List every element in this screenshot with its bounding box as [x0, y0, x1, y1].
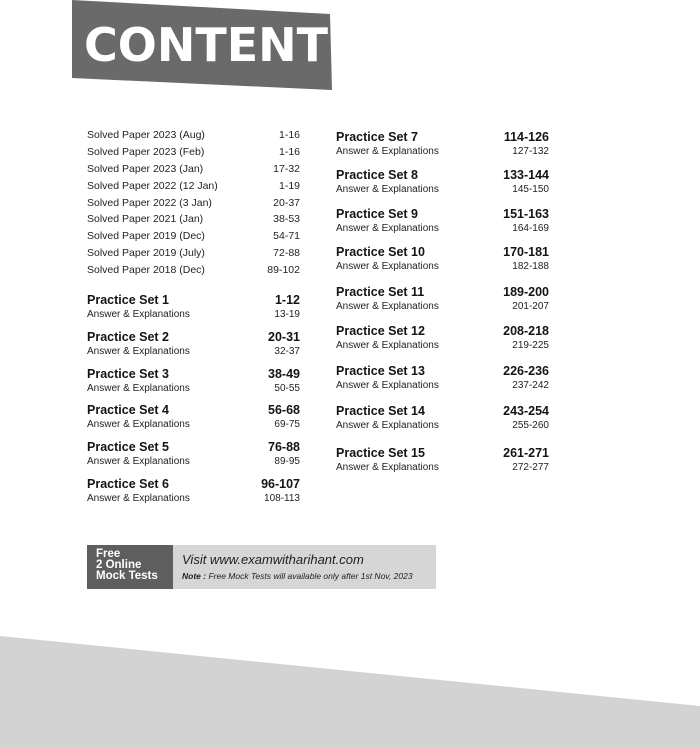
- paper-pages: 54-71: [273, 230, 300, 243]
- set-name: Practice Set 11: [336, 285, 425, 299]
- list-item: [87, 245, 300, 262]
- answers-label: Answer & Explanations: [87, 456, 190, 467]
- answers-label: Answer & Explanations: [336, 301, 439, 312]
- answers-label: Answer & Explanations: [87, 419, 190, 430]
- paper-name: Solved Paper 2019 (July): [87, 247, 205, 260]
- note-label: Note :: [182, 571, 207, 581]
- paper-pages: 1-16: [278, 129, 300, 141]
- answers-pages: 89-95: [274, 456, 300, 467]
- note-text: Free Mock Tests will available only after 1st Nov, 2023: [206, 571, 413, 581]
- practice-set-entry: [336, 404, 549, 433]
- paper-name: Solved Paper 2022 (12 Jan): [87, 179, 218, 192]
- mock-test-box: [87, 545, 436, 589]
- set-name: Practice Set 5: [87, 440, 169, 454]
- answers-pages: 201-207: [512, 301, 549, 312]
- list-item: [87, 178, 300, 195]
- set-name: Practice Set 7: [336, 130, 418, 144]
- set-pages: 1-12: [274, 293, 300, 307]
- page-title: CONTENTS: [84, 18, 362, 72]
- set-name: Practice Set 9: [336, 207, 418, 221]
- answers-label: Answer & Explanations: [87, 346, 190, 357]
- mock-test-tag: [87, 545, 173, 589]
- practice-set-entry: [87, 477, 300, 506]
- answers-pages: 255-260: [512, 420, 549, 431]
- answers-label: Answer & Explanations: [87, 493, 190, 504]
- answers-pages: 145-150: [512, 184, 549, 195]
- list-item: [87, 144, 300, 161]
- set-name: Practice Set 3: [87, 367, 169, 381]
- mock-tag-line: Mock Tests: [96, 570, 158, 582]
- answers-label: Answer & Explanations: [336, 184, 439, 195]
- set-pages: 76-88: [268, 440, 300, 454]
- paper-name: Solved Paper 2023 (Feb): [87, 145, 205, 158]
- answers-label: Answer & Explanations: [336, 462, 439, 473]
- set-name: Practice Set 4: [87, 403, 169, 417]
- list-item: [87, 161, 300, 178]
- paper-name: Solved Paper 2022 (3 Jan): [87, 196, 212, 209]
- answers-pages: 108-113: [264, 493, 300, 504]
- list-item: [87, 262, 300, 279]
- set-name: Practice Set 13: [336, 364, 425, 378]
- answers-label: Answer & Explanations: [336, 380, 439, 391]
- set-pages: 56-68: [268, 403, 300, 417]
- answers-pages: 50-55: [274, 383, 300, 394]
- paper-pages: 38-53: [273, 213, 300, 226]
- answers-pages: 237-242: [512, 380, 549, 391]
- set-pages: 261-271: [503, 446, 549, 460]
- set-pages: 96-107: [261, 477, 300, 491]
- answers-label: Answer & Explanations: [87, 309, 190, 320]
- practice-set-entry: [336, 324, 549, 353]
- set-name: Practice Set 12: [336, 324, 425, 338]
- answers-pages: 69-75: [274, 419, 300, 430]
- mock-tag-line: Free: [96, 548, 121, 560]
- practice-set-entry: [336, 207, 549, 236]
- set-pages: 114-126: [503, 130, 549, 144]
- set-pages: 38-49: [268, 367, 300, 381]
- practice-set-entry: [336, 168, 549, 197]
- mock-tag-line: 2 Online: [96, 559, 142, 571]
- website-link[interactable]: Visit www.examwitharihant.com: [182, 552, 364, 567]
- practice-set-entry: [87, 367, 300, 396]
- paper-pages: 17-32: [273, 162, 300, 175]
- set-name: Practice Set 2: [87, 330, 169, 344]
- paper-pages: 1-19: [278, 179, 300, 192]
- set-name: Practice Set 1: [87, 293, 169, 307]
- practice-set-entry: [336, 245, 549, 274]
- paper-pages: 1-16: [278, 145, 300, 158]
- set-name: Practice Set 8: [336, 168, 418, 182]
- set-pages: 151-163: [503, 207, 549, 221]
- set-pages: 226-236: [503, 364, 549, 378]
- paper-name: Solved Paper 2023 (Aug): [87, 129, 205, 141]
- list-item: [87, 228, 300, 245]
- answers-label: Answer & Explanations: [336, 146, 439, 157]
- practice-set-entry: [87, 440, 300, 469]
- paper-name: Solved Paper 2021 (Jan): [87, 213, 204, 226]
- paper-name: Solved Paper 2019 (Dec): [87, 230, 205, 243]
- set-name: Practice Set 10: [336, 245, 425, 259]
- mock-note: [182, 571, 413, 581]
- set-pages: 189-200: [503, 285, 549, 299]
- answers-label: Answer & Explanations: [336, 340, 439, 351]
- practice-set-entry: [87, 330, 300, 359]
- answers-label: Answer & Explanations: [336, 420, 439, 431]
- set-pages: 243-254: [503, 404, 549, 418]
- practice-set-entry: [87, 403, 300, 432]
- answers-label: Answer & Explanations: [336, 223, 439, 234]
- set-pages: 170-181: [503, 245, 549, 259]
- answers-pages: 272-277: [512, 462, 549, 473]
- list-item: [87, 127, 300, 144]
- answers-pages: 32-37: [274, 346, 300, 357]
- practice-set-entry: [336, 285, 549, 314]
- answers-pages: 219-225: [512, 340, 549, 351]
- set-pages: 20-31: [268, 330, 300, 344]
- paper-pages: 72-88: [273, 247, 300, 260]
- answers-pages: 164-169: [512, 223, 549, 234]
- answers-pages: 182-188: [512, 261, 549, 272]
- set-pages: 208-218: [503, 324, 549, 338]
- list-item: [87, 195, 300, 212]
- paper-pages: 89-102: [267, 264, 300, 277]
- answers-label: Answer & Explanations: [336, 261, 439, 272]
- set-name: Practice Set 6: [87, 477, 169, 491]
- answers-pages: 13-19: [274, 309, 300, 320]
- answers-label: Answer & Explanations: [87, 383, 190, 394]
- practice-set-entry: [87, 293, 300, 322]
- practice-set-entry: [336, 130, 549, 159]
- paper-pages: 20-37: [273, 196, 300, 209]
- practice-set-entry: [336, 446, 549, 475]
- answers-pages: 127-132: [512, 146, 549, 157]
- set-name: Practice Set 14: [336, 404, 425, 418]
- set-name: Practice Set 15: [336, 446, 425, 460]
- list-item: [87, 211, 300, 228]
- solved-papers-list: [87, 127, 300, 279]
- practice-set-entry: [336, 364, 549, 393]
- set-pages: 133-144: [503, 168, 549, 182]
- paper-name: Solved Paper 2018 (Dec): [87, 264, 205, 277]
- paper-name: Solved Paper 2023 (Jan): [87, 162, 204, 175]
